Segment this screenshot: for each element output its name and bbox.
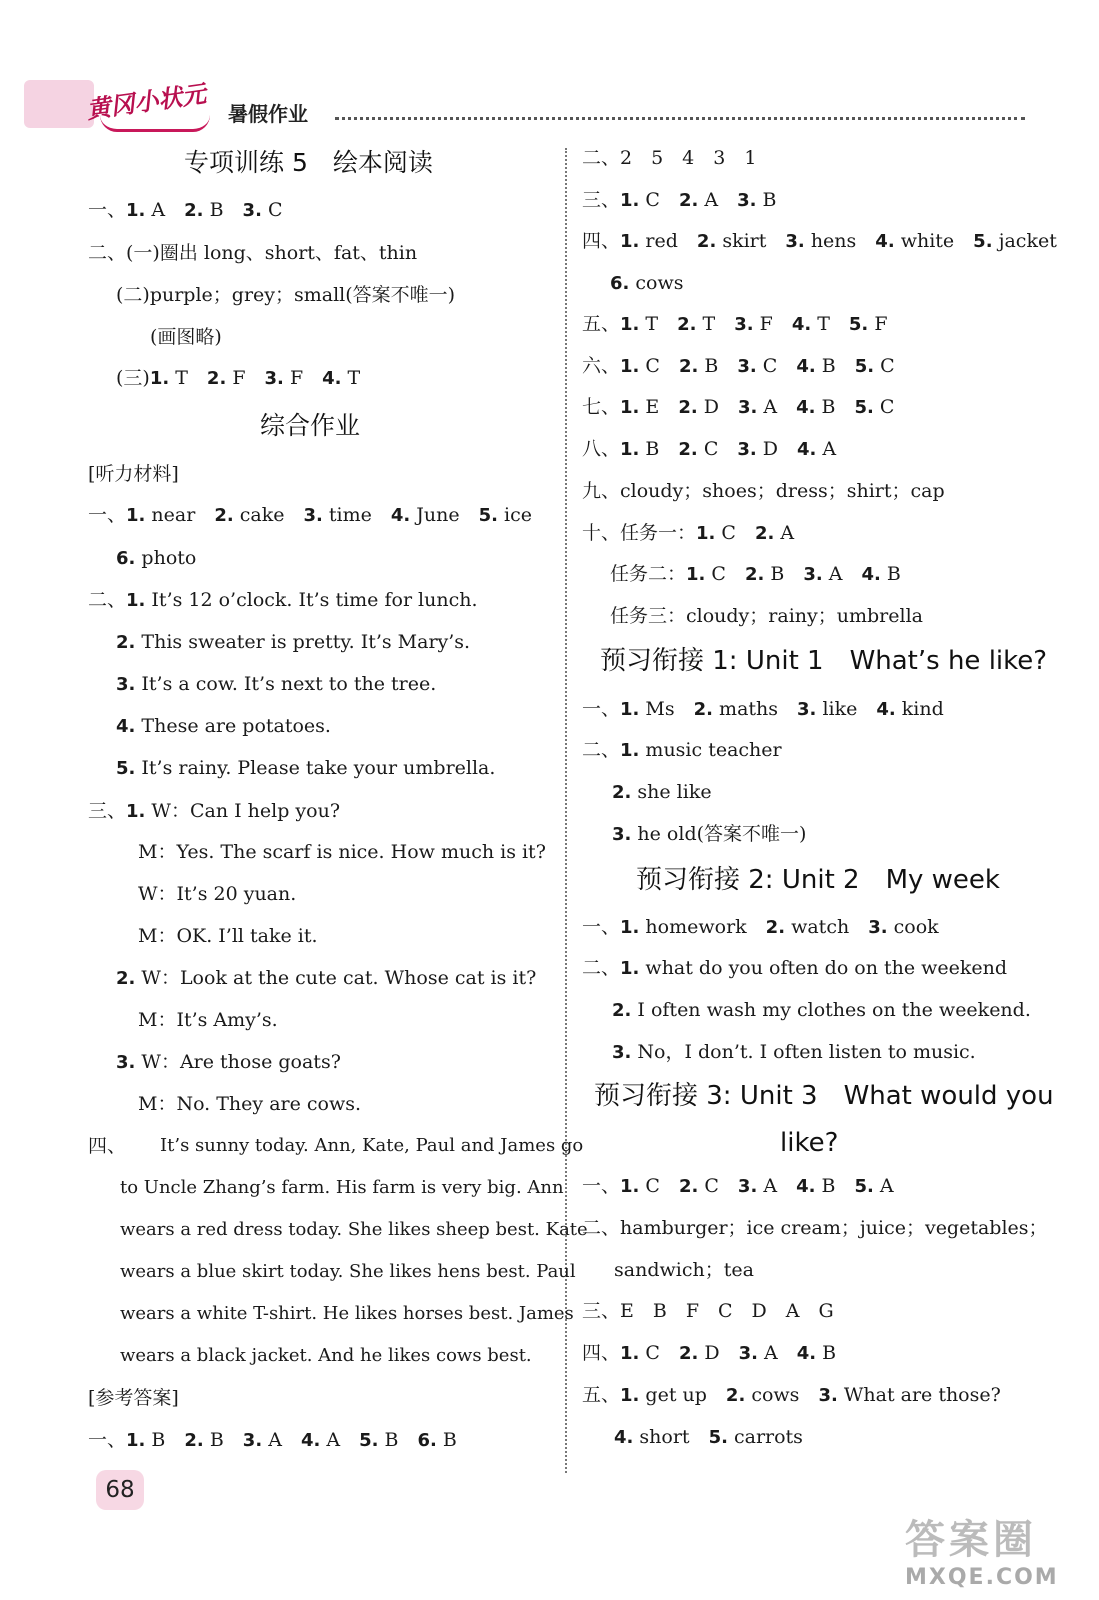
brand-logo: 黄冈小状元 [84, 79, 208, 125]
book-subtitle: 暑假作业 [228, 102, 308, 126]
answer-line: (画图略) [150, 326, 222, 348]
section-title-unit-1: 预习衔接 1: Unit 1 What’s he like? [600, 646, 1048, 676]
dialogue-line: M：No. They are cows. [138, 1093, 362, 1115]
answer-line: 二、1. what do you often do on the weekend [582, 957, 1008, 979]
dialogue-line: M：It’s Amy’s. [138, 1009, 278, 1031]
answer-line: 一、1. near 2. cake 3. time 4. June 5. ice [88, 504, 533, 526]
passage-line: to Uncle Zhang’s farm. His farm is very big. Ann [120, 1177, 564, 1198]
answer-line: 一、1. homework 2. watch 3. cook [582, 916, 939, 938]
answer-line: 一、1. Ms 2. maths 3. like 4. kind [582, 698, 944, 720]
header-dotted-rule [335, 117, 1025, 120]
answer-line: 2. I often wash my clothes on the weekend. [612, 999, 1031, 1021]
answer-line: 5. It’s rainy. Please take your umbrella. [116, 757, 496, 779]
section-title-picture-book: 专项训练 5 绘本阅读 [184, 148, 433, 177]
answer-line: (三)1. T 2. F 3. F 4. T [116, 367, 361, 389]
passage-label: 四、 [88, 1135, 127, 1157]
answer-line: 十、任务一：1. C 2. A [582, 522, 795, 544]
section-title-unit-2: 预习衔接 2: Unit 2 My week [636, 865, 1000, 895]
answer-line: 二、1. music teacher [582, 739, 782, 761]
answer-line: 6. cows [610, 272, 684, 294]
label-answers: [参考答案] [88, 1387, 179, 1409]
answer-line: 一、1. C 2. C 3. A 4. B 5. A [582, 1175, 894, 1197]
watermark-url: MXQE.COM [905, 1565, 1059, 1590]
dialogue-line: 3. W：Are those goats? [116, 1051, 341, 1073]
answer-line: 3. It’s a cow. It’s next to the tree. [116, 673, 437, 695]
passage-line: It’s sunny today. Ann, Kate, Paul and James go [160, 1135, 584, 1156]
answer-line: 四、1. C 2. D 3. A 4. B [582, 1342, 837, 1364]
answer-line: 一、1. B 2. B 3. A 4. A 5. B 6. B [88, 1429, 457, 1451]
answer-line: 三、E B F C D A G [582, 1300, 834, 1322]
section-title-unit-3-cont: like? [780, 1128, 839, 1158]
answer-line: 二、1. It’s 12 o’clock. It’s time for lunch. [88, 589, 478, 611]
answer-line: 二、2 5 4 3 1 [582, 147, 757, 169]
answer-line: 五、1. get up 2. cows 3. What are those? [582, 1384, 1001, 1406]
answer-line: sandwich；tea [614, 1259, 754, 1281]
section-title-comprehensive: 综合作业 [260, 411, 361, 440]
answer-line: 4. short 5. carrots [614, 1426, 803, 1448]
answer-line: 四、1. red 2. skirt 3. hens 4. white 5. jacket [582, 230, 1057, 252]
answer-line: 4. These are potatoes. [116, 715, 331, 737]
section-title-unit-3: 预习衔接 3: Unit 3 What would you [594, 1081, 1054, 1111]
dialogue-line: 2. W：Look at the cute cat. Whose cat is it? [116, 967, 537, 989]
answer-line: 任务三：cloudy；rainy；umbrella [610, 605, 923, 627]
passage-line: wears a black jacket. And he likes cows best. [120, 1345, 532, 1366]
passage-line: wears a blue skirt today. She likes hens best. Paul [120, 1261, 576, 1282]
logo-swoosh [100, 115, 210, 132]
page-number: 68 [96, 1470, 144, 1510]
dialogue-line: W：It’s 20 yuan. [138, 883, 297, 905]
passage-line: wears a white T-shirt. He likes horses best. James [120, 1303, 574, 1324]
answer-line: 五、1. T 2. T 3. F 4. T 5. F [582, 313, 888, 335]
answer-line: 2. she like [612, 781, 712, 803]
answer-line: 二、(一)圈出 long、short、fat、thin [88, 242, 418, 264]
answer-line: 6. photo [116, 547, 197, 569]
header-decoration [24, 80, 94, 128]
dialogue-line: M：OK. I’ll take it. [138, 925, 318, 947]
answer-line: 八、1. B 2. C 3. D 4. A [582, 438, 837, 460]
answer-line: (二)purple；grey；small(答案不唯一) [116, 284, 456, 306]
answer-line: 3. No，I don’t. I often listen to music. [612, 1041, 976, 1063]
passage-line: wears a red dress today. She likes sheep best. Kate [120, 1219, 588, 1240]
answer-line: 二、hamburger；ice cream；juice；vegetables； [582, 1217, 1048, 1239]
dialogue-line: M：Yes. The scarf is nice. How much is it? [138, 841, 546, 863]
watermark-logo-text: 答案圈 [905, 1517, 1037, 1563]
dialogue-line: 三、1. W：Can I help you? [88, 800, 341, 822]
watermark [905, 1508, 1059, 1590]
answer-line: 任务二：1. C 2. B 3. A 4. B [610, 563, 901, 585]
answer-line: 六、1. C 2. B 3. C 4. B 5. C [582, 355, 895, 377]
answer-line: 3. he old(答案不唯一) [612, 823, 807, 845]
answer-line: 九、cloudy；shoes；dress；shirt；cap [582, 480, 945, 502]
answer-line: 一、1. A 2. B 3. C [88, 199, 283, 221]
label-listening: [听力材料] [88, 463, 179, 485]
answer-line: 七、1. E 2. D 3. A 4. B 5. C [582, 396, 895, 418]
answer-line: 2. This sweater is pretty. It’s Mary’s. [116, 631, 471, 653]
answer-line: 三、1. C 2. A 3. B [582, 189, 777, 211]
